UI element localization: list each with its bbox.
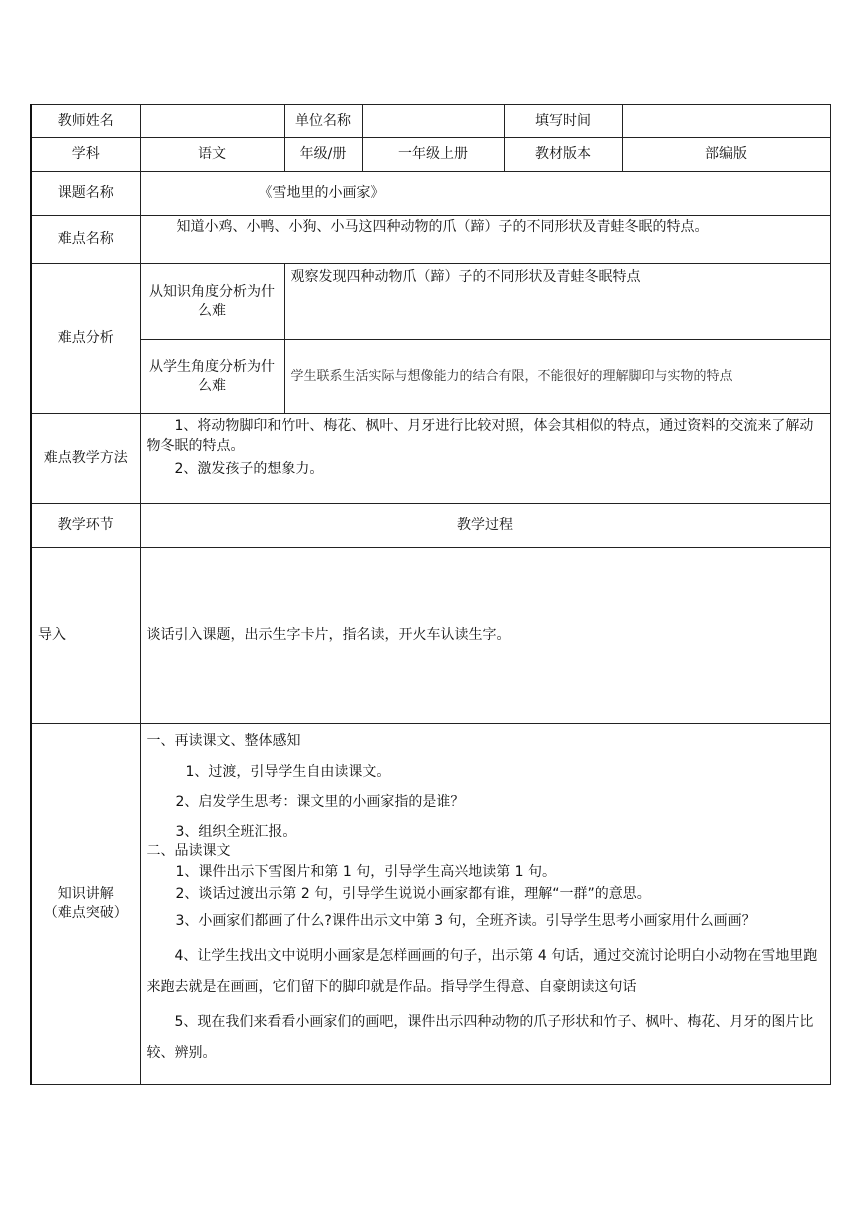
teacher-name-label: 教师姓名 [31, 105, 140, 138]
section-2-step-4: 4、让学生找出文中说明小画家是怎样画画的句子，出示第 4 句话，通过交流讨论明白小动物在雪地里跑来跑去就是在画画，它们留下的脚印就是作品。指导学生得意、自豪朗读这句话 [146, 948, 818, 996]
knowledge-label-line-2: （难点突破） [43, 905, 128, 921]
process-label: 教学过程 [140, 504, 830, 548]
grade-value: 一年级上册 [362, 138, 504, 172]
section-1-step-3: 3、组织全班汇报。 [175, 823, 297, 840]
knowledge-label [31, 724, 140, 1085]
subject-label: 学科 [31, 138, 140, 172]
fill-time-label: 填写时间 [504, 105, 622, 138]
knowledge-content [140, 724, 830, 1085]
section-2-heading: 二、品读课文 [146, 842, 231, 859]
unit-label: 单位名称 [284, 105, 362, 138]
textbook-label: 教材版本 [504, 138, 622, 172]
fill-time-value [622, 105, 830, 138]
section-1-heading: 一、再读课文、整体感知 [146, 733, 301, 749]
method-cell [140, 414, 830, 504]
difficulty-row [31, 216, 830, 264]
knowledge-angle-label: 从知识角度分析为什么难 [140, 264, 284, 340]
knowledge-angle-value: 观察发现四种动物爪（蹄）子的不同形状及青蛙冬眠特点 [284, 264, 830, 340]
intro-row [31, 548, 830, 724]
student-angle-value: 学生联系生活实际与想像能力的结合有限，不能很好的理解脚印与实物的特点 [284, 340, 830, 414]
lesson-label: 课题名称 [31, 172, 140, 216]
difficulty-value: 知道小鸡、小鸭、小狗、小马这四种动物的爪（蹄）子的不同形状及青蛙冬眠的特点。 [140, 216, 830, 264]
knowledge-row [31, 724, 830, 1085]
student-angle-label: 从学生角度分析为什么难 [140, 340, 284, 414]
section-2-step-1: 1、课件出示下雪图片和第 1 句，引导学生高兴地读第 1 句。 [175, 864, 557, 881]
intro-value: 谈话引入课题，出示生字卡片，指名读，开火车认读生字。 [140, 548, 830, 724]
section-1-step-2: 2、启发学生思考：课文里的小画家指的是谁？ [175, 793, 465, 810]
subject-row [31, 138, 830, 172]
section-1-step-1: 1、过渡，引导学生自由读课文。 [185, 763, 391, 780]
analysis-knowledge-row [31, 264, 830, 340]
section-2-step-2: 2、谈话过渡出示第 2 句，引导学生说说小画家都有谁，理解“一群”的意思。 [175, 886, 651, 903]
subject-value: 语文 [140, 138, 284, 172]
process-header-row [31, 504, 830, 548]
section-2-step-3: 3、小画家们都画了什么?课件出示文中第 3 句，全班齐读。引导学生思考小画家用什么画画？ [175, 913, 756, 930]
lesson-title: 《雪地里的小画家》 [140, 172, 830, 216]
unit-value [362, 105, 504, 138]
method-label: 难点教学方法 [31, 414, 140, 504]
lesson-title-row [31, 172, 830, 216]
method-line-2: 2、激发孩子的想象力。 [174, 461, 324, 477]
section-2-step-5: 5、现在我们来看看小画家们的画吧，课件出示四种动物的爪子形状和竹子、枫叶、梅花、月牙的图片比较、辨别。 [146, 1014, 814, 1062]
method-row [31, 414, 830, 504]
teacher-name-value [140, 105, 284, 138]
stage-label: 教学环节 [31, 504, 140, 548]
difficulty-label: 难点名称 [31, 216, 140, 264]
textbook-value: 部编版 [622, 138, 830, 172]
method-line-1: 1、将动物脚印和竹叶、梅花、枫叶、月牙进行比较对照，体会其相似的特点，通过资料的交流来了解动物冬眠的特点。 [146, 418, 814, 454]
analysis-label: 难点分析 [31, 264, 140, 414]
grade-label: 年级/册 [284, 138, 362, 172]
intro-label: 导入 [31, 548, 140, 724]
analysis-student-row [31, 340, 830, 414]
teacher-info-row [31, 105, 830, 138]
lesson-plan-table [30, 104, 831, 1085]
knowledge-label-line-1: 知识讲解 [57, 886, 114, 903]
